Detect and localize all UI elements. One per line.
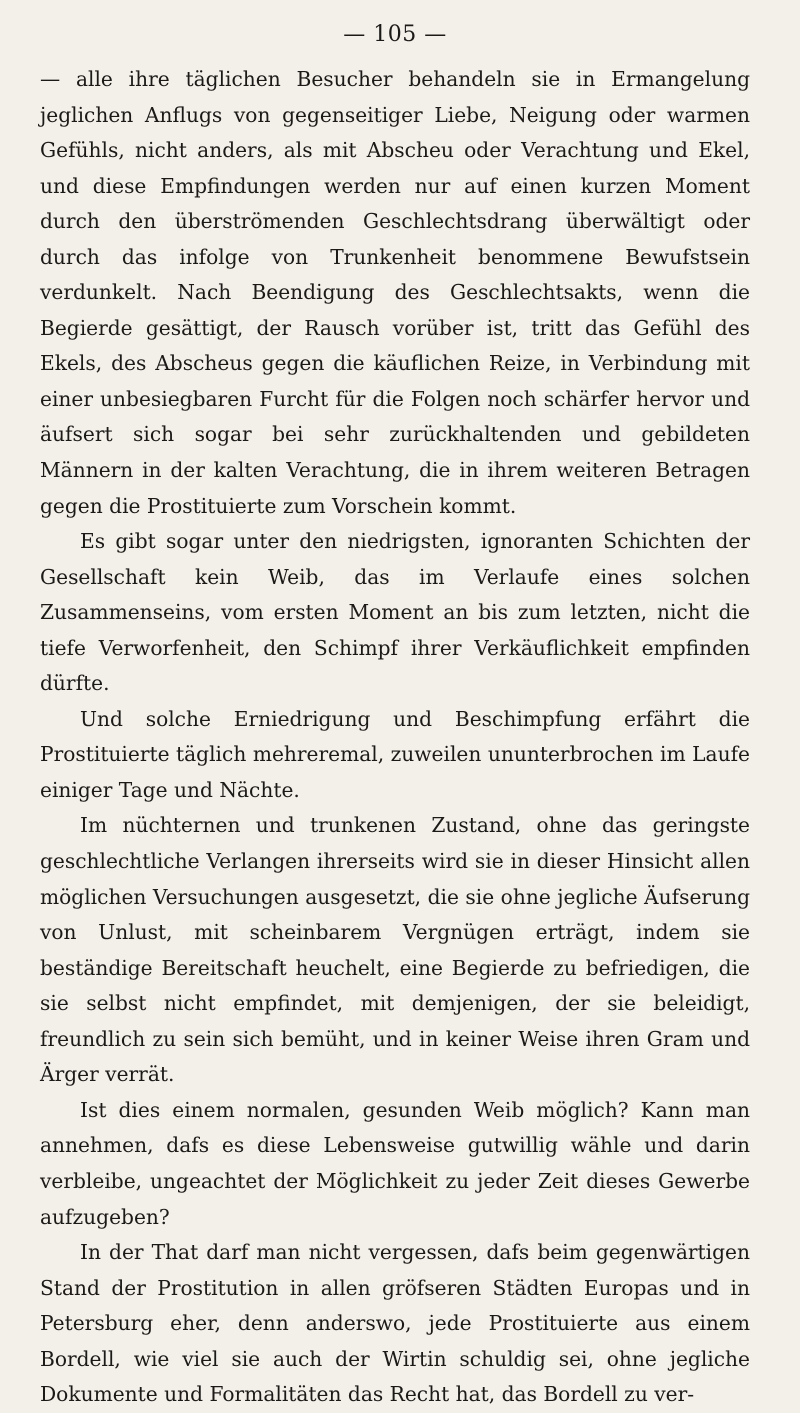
- paragraph-1: — alle ihre täglichen Besucher behandeln sie in Ermangelung jeglichen Anflugs von gegenseitiger Liebe, Neigung oder warmen Gefühls, nicht anders, als mit Abscheu oder Verachtung und Ekel, und diese Empfindungen werden nur auf einen kurzen Moment durch den überströmenden Geschlechtsdrang überwältigt oder durch das infolge von Trunkenheit benommene Bewufstsein verdunkelt. Nach Beendigung des Geschlechtsakts, wenn die Begierde gesättigt, der Rausch vorüber ist, tritt das Gefühl des Ekels, des Abscheus gegen die käuflichen Reize, in Verbindung mit einer unbesiegbaren Furcht für die Folgen noch schärfer hervor und äufsert sich sogar bei sehr zurückhaltenden und gebildeten Männern in der kalten Verachtung, die in ihrem weiteren Betragen gegen die Prostituierte zum Vorschein kommt.: [40, 67, 750, 518]
- paragraph-3: Und solche Erniedrigung und Beschimpfung erfährt die Prostituierte täglich mehreremal, zuweilen ununterbrochen im Laufe einiger Tage und Nächte.: [40, 706, 750, 802]
- page-number: — 105 —: [343, 22, 447, 47]
- paragraph-4: Im nüchternen und trunkenen Zustand, ohne das geringste geschlechtliche Verlangen ihrerseits wird sie in dieser Hinsicht allen möglichen Versuchungen ausgesetzt, die sie ohne jegliche Äufserung von Unlust, mit scheinbarem Vergnügen erträgt, indem sie beständige Bereitschaft heuchelt, eine Begierde zu befriedigen, die sie selbst nicht empfindet, mit demjenigen, der sie beleidigt, freundlich zu sein sich bemüht, und in keiner Weise ihren Gram und Ärger verrät.: [40, 813, 750, 1087]
- body-text: [40, 62, 750, 1413]
- paragraph-5: Ist dies einem normalen, gesunden Weib möglich? Kann man annehmen, dafs es diese Lebensweise gutwillig wähle und darin verbleibe, ungeachtet der Möglichkeit zu jeder Zeit dieses Gewerbe aufzugeben?: [40, 1097, 750, 1229]
- paragraph-2: Es gibt sogar unter den niedrigsten, ignoranten Schichten der Gesellschaft kein Weib, das im Verlaufe eines solchen Zusammenseins, vom ersten Moment an bis zum letzten, nicht die tiefe Verworfenheit, den Schimpf ihrer Verkäuflichkeit empfinden dürfte.: [40, 529, 750, 696]
- paragraph-6: In der That darf man nicht vergessen, dafs beim gegenwärtigen Stand der Prostitution in allen gröfseren Städten Europas und in Petersburg eher, denn anderswo, jede Prostituierte aus einem Bordell, wie viel sie auch der Wirtin schuldig sei, ohne jegliche Dokumente und Formalitäten das Recht hat, das Bordell zu ver-: [40, 1240, 750, 1407]
